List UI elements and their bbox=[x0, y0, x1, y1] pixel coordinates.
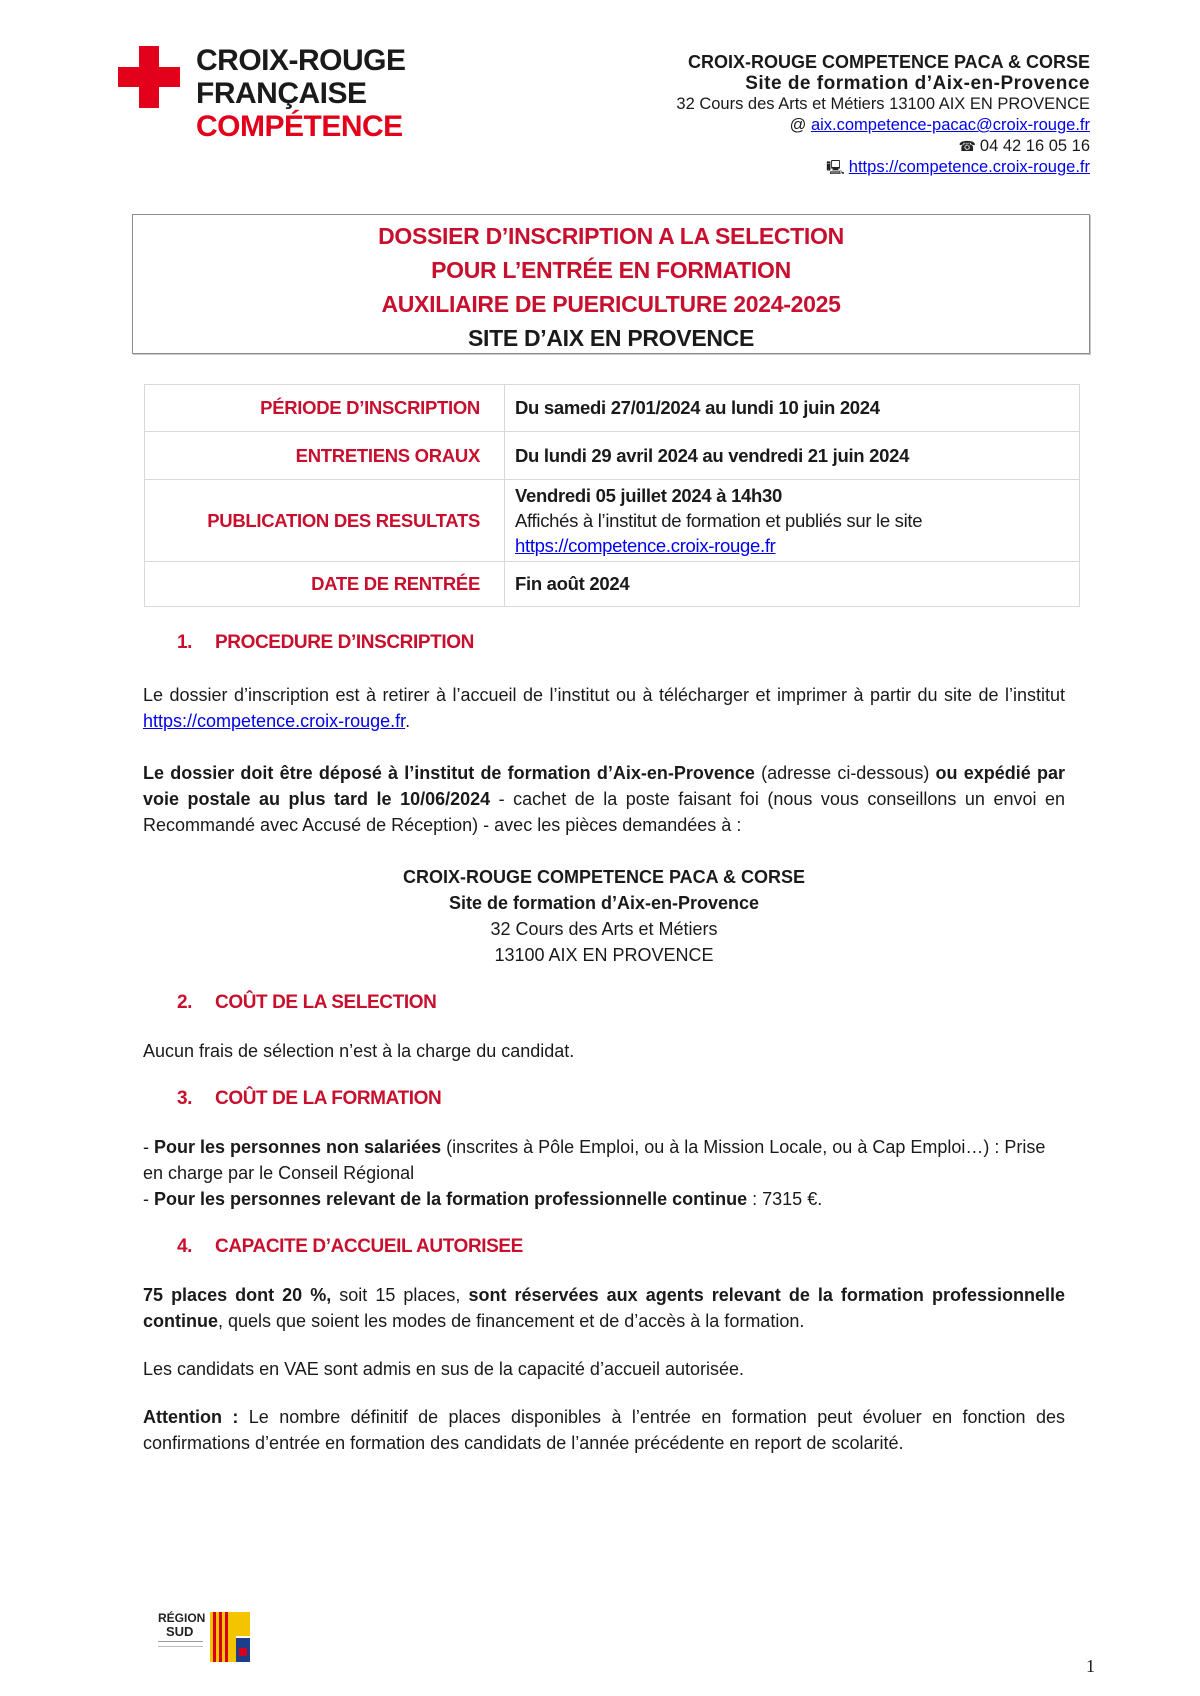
row-label: DATE DE RENTRÉE bbox=[145, 562, 505, 607]
paragraph: Aucun frais de sélection n’est à la charge du candidat. bbox=[143, 1041, 575, 1061]
red-cross-icon bbox=[118, 46, 180, 108]
row-value: Vendredi 05 juillet 2024 à 14h30 bbox=[515, 485, 783, 506]
logo-line-2: FRANÇAISE bbox=[196, 77, 367, 110]
header-url-line bbox=[490, 157, 1090, 178]
title-line-2: POUR L’ENTRÉE EN FORMATION bbox=[431, 257, 791, 283]
paragraph: Les candidats en VAE sont admis en sus de la capacité d’accueil autorisée. bbox=[143, 1359, 745, 1379]
row-label: PUBLICATION DES RESULTATS bbox=[145, 480, 505, 562]
paragraph: Le dossier doit être déposé à l’institut de formation d’Aix-en-Provence (adresse ci-dessous) ou expédié par voie postale au plus tard le 10/06/2024 - cachet de la poste faisant foi (nous vous conseillons un envoi en Recommandé avec Accusé de Réception) - avec les pièces demandées à : bbox=[143, 763, 1066, 835]
header-phone-line bbox=[490, 136, 1090, 157]
table-row bbox=[145, 562, 1080, 607]
section-heading: 1. PROCEDURE D’INSCRIPTION bbox=[177, 632, 474, 653]
postal-address: CROIX-ROUGE COMPETENCE PACA & CORSE Site de formation d’Aix-en-Provence 32 Cours des Arts et Métiers 13100 AIX EN PROVENCE bbox=[402, 867, 806, 965]
header-url-link[interactable]: https://competence.croix-rouge.fr bbox=[848, 158, 1090, 176]
page-number: 1 bbox=[1086, 1656, 1095, 1676]
body-content bbox=[143, 630, 1065, 1456]
title-line-3: AUXILIAIRE DE PUERICULTURE 2024-2025 bbox=[381, 291, 841, 317]
paragraph: 75 places dont 20 %, soit 15 places, sont réservées aux agents relevant de la formation professionnelle continue, quels que soient les modes de financement et de d’accès à la formation. bbox=[143, 1285, 1065, 1331]
row-value: Du samedi 27/01/2024 au lundi 10 juin 2024 bbox=[505, 385, 1080, 432]
paragraph: Attention : Le nombre définitif de places disponibles à l’entrée en formation peut évoluer en fonction des confirmations d’entrée en formation des candidats de l’année précédente en report de scolarité. bbox=[143, 1407, 1065, 1453]
computer-icon: 🖳 bbox=[826, 159, 845, 175]
header-email-link[interactable]: aix.competence-pacac@croix-rouge.fr bbox=[810, 116, 1090, 134]
phone-icon: ☎ bbox=[958, 138, 976, 154]
results-site-link[interactable]: https://competence.croix-rouge.fr bbox=[515, 535, 776, 556]
schedule-table bbox=[144, 384, 1080, 607]
at-icon: @ bbox=[789, 116, 807, 134]
header-email-line bbox=[490, 115, 1090, 136]
paragraph: Le dossier d’inscription est à retirer à l’accueil de l’institut ou à télécharger et imprimer à partir du site de l’institut https://competence.croix-rouge.fr. bbox=[143, 685, 1065, 731]
row-note: Affichés à l’institut de formation et publiés sur le site bbox=[515, 510, 923, 531]
header-address: 32 Cours des Arts et Métiers 13100 AIX EN PROVENCE bbox=[676, 95, 1090, 113]
row-label: ENTRETIENS ORAUX bbox=[145, 432, 505, 480]
row-value-cell bbox=[505, 480, 1080, 562]
section-heading: 4. CAPACITE D’ACCUEIL AUTORISEE bbox=[177, 1236, 523, 1257]
header-address-block bbox=[490, 52, 1090, 178]
logo-line-3: COMPÉTENCE bbox=[196, 110, 403, 143]
header-site: Site de formation d’Aix-en-Provence bbox=[745, 73, 1090, 94]
row-label: PÉRIODE D’INSCRIPTION bbox=[145, 385, 505, 432]
row-value: Fin août 2024 bbox=[505, 562, 1080, 607]
paragraph: - Pour les personnes relevant de la formation professionnelle continue : 7315 €. bbox=[143, 1189, 823, 1209]
logo-wordmark bbox=[196, 44, 406, 143]
header-phone: 04 42 16 05 16 bbox=[979, 137, 1090, 155]
section-heading: 3. COÛT DE LA FORMATION bbox=[177, 1088, 442, 1109]
table-row bbox=[145, 480, 1080, 562]
table-row bbox=[145, 385, 1080, 432]
region-sud-logo bbox=[158, 1608, 256, 1666]
region-line-2: SUD bbox=[166, 1624, 194, 1639]
header-org: CROIX-ROUGE COMPETENCE PACA & CORSE bbox=[687, 52, 1090, 72]
section-heading: 2. COÛT DE LA SELECTION bbox=[177, 992, 437, 1013]
paragraph: - Pour les personnes non salariées (inscrites à Pôle Emploi, ou à la Mission Locale, ou à Cap Emploi…) : Prise en charge par le Conseil Régional bbox=[143, 1137, 1046, 1183]
title-line-1: DOSSIER D’INSCRIPTION A LA SELECTION bbox=[378, 223, 844, 249]
row-value: Du lundi 29 avril 2024 au vendredi 21 juin 2024 bbox=[505, 432, 1080, 480]
region-line-1: RÉGION bbox=[158, 1611, 206, 1625]
title-line-4: SITE D’AIX EN PROVENCE bbox=[467, 325, 755, 351]
logo-line-1: CROIX-ROUGE bbox=[196, 44, 406, 77]
institute-site-link[interactable]: https://competence.croix-rouge.fr bbox=[143, 711, 406, 731]
title-box bbox=[132, 214, 1090, 354]
table-row bbox=[145, 432, 1080, 480]
croix-rouge-logo bbox=[118, 44, 428, 144]
